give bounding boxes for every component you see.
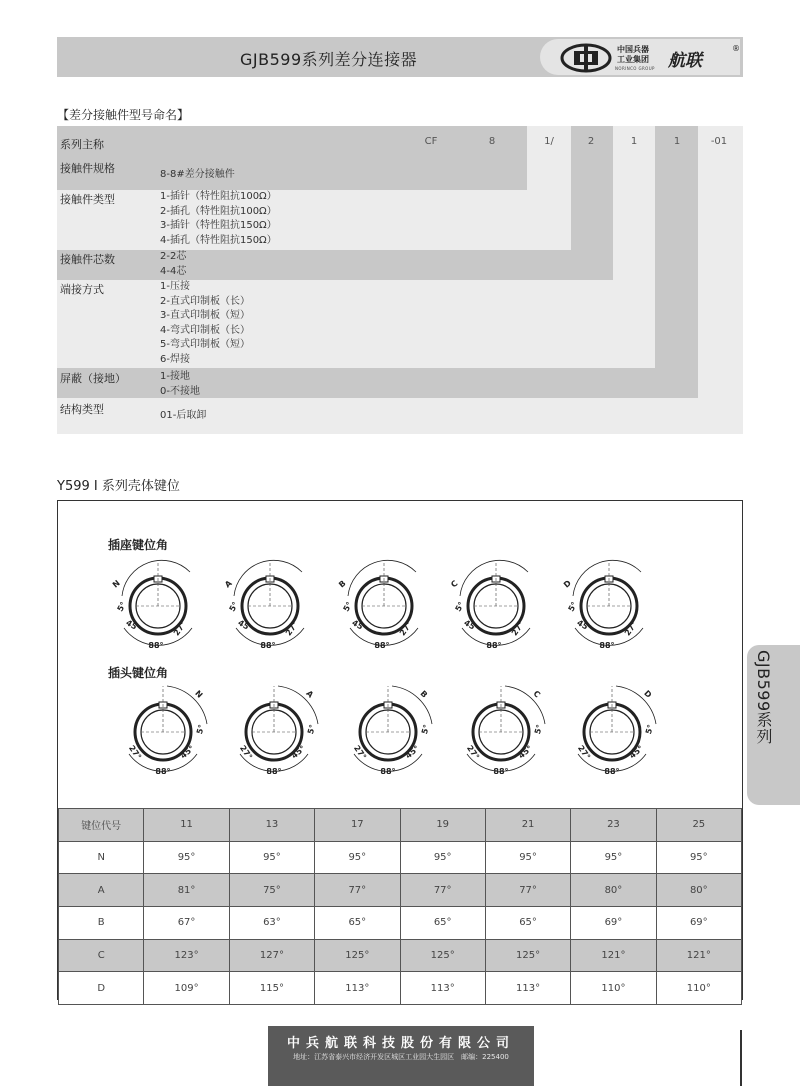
naming-options: 1-插针（特性阻抗100Ω） 2-插孔（特性阻抗100Ω） 3-插针（特性阻抗150Ω） 4-插孔（特性阻抗150Ω） [160,191,277,246]
side-tab-label: GJB599系列 [754,650,773,745]
naming-options: 8-8#差分接触件 [160,169,235,180]
naming-label: 结构类型 [60,403,104,416]
table-row [59,841,742,874]
naming-label: 接触件类型 [60,193,115,206]
naming-options: 1-接地 0-不接地 [160,371,200,397]
plug-angle-88: 88° [493,767,509,776]
plug-letter: N [193,688,205,700]
plug-angle-88: 88° [155,767,171,776]
code-termination: 1 [630,136,638,147]
plug-angle-45: 45° [178,743,197,761]
table-cell: 63° [229,907,314,940]
table-cell: 67° [144,907,229,940]
logo-registered: ® [732,44,740,53]
table-cell: 95° [571,841,656,874]
plug-caption: 插头键位角 [108,666,169,680]
table-cell: 121° [571,939,656,972]
table-cell: 21 [485,809,570,842]
logo-cn-line1: 中国兵器 [617,45,649,54]
plug-angle-5: 5° [643,723,656,736]
plug-angle-45: 45° [403,743,422,761]
table-cell: 13 [229,809,314,842]
plug-angle-45: 45° [627,743,646,761]
receptacle-angle-27: 27° [283,619,300,638]
plug-angle-5: 5° [532,723,545,736]
plug-angle-27: 27° [576,743,593,762]
table-cell: 95° [656,841,741,874]
table-cell: 25 [656,809,741,842]
receptacle-angle-5: 5° [115,600,129,614]
table-cell: 95° [315,841,400,874]
receptacle-angle-5: 5° [566,600,580,614]
naming-options: 1-压接 2-直式印制板（长） 3-直式印制板（短） 4-弯式印制板（长） 5-弯式印制板（短） 6-焊接 [160,281,250,365]
receptacle-angle-88: 88° [374,641,390,650]
naming-label: 屏蔽（接地） [60,372,126,385]
table-cell: 123° [144,939,229,972]
receptacle-letter: A [223,578,234,590]
table-cell: D [59,972,144,1005]
page-title: GJB599系列差分连接器 [240,50,418,69]
plug-letter: D [642,688,654,700]
receptacle-angle-88: 88° [260,641,276,650]
table-cell: 77° [485,874,570,907]
plug-angle-27: 27° [465,743,482,762]
receptacle-angle-27: 27° [171,619,188,638]
table-cell: 125° [400,939,485,972]
table-cell: N [59,841,144,874]
plug-angle-27: 27° [238,743,255,762]
table-cell: 125° [315,939,400,972]
table-cell: A [59,874,144,907]
receptacle-angle-45: 45° [575,618,594,634]
code-cores: 2 [587,136,595,147]
table-cell: 19 [400,809,485,842]
table-row [59,939,742,972]
keying-table [58,808,742,1005]
receptacle-angle-88: 88° [486,641,502,650]
naming-label: 接触件规格 [60,162,115,175]
table-cell: 110° [571,972,656,1005]
plug-angle-27: 27° [127,743,144,762]
code-shield: 1 [673,136,681,147]
footer-company: 中兵航联科技股份有限公司 [286,1036,515,1051]
table-cell: 95° [144,841,229,874]
table-cell: 23 [571,809,656,842]
receptacle-angle-45: 45° [350,618,369,634]
table-cell: 113° [485,972,570,1005]
table-cell: 77° [315,874,400,907]
table-cell: 127° [229,939,314,972]
naming-label: 系列主称 [60,138,104,151]
table-cell: 95° [485,841,570,874]
table-cell: 69° [571,907,656,940]
logo-brand: 航联 [668,51,702,71]
footer-rule [740,1030,742,1086]
receptacle-angle-45: 45° [236,618,255,634]
table-cell: 键位代号 [59,809,144,842]
receptacle-angle-45: 45° [124,618,143,634]
receptacle-letter: D [561,578,573,590]
table-row [59,972,742,1005]
plug-angle-88: 88° [266,767,282,776]
table-cell: 95° [400,841,485,874]
table-cell: 109° [144,972,229,1005]
table-cell: 77° [400,874,485,907]
table-cell: 113° [315,972,400,1005]
receptacle-angle-27: 27° [622,619,639,638]
table-cell: 121° [656,939,741,972]
table-cell: 11 [144,809,229,842]
table-cell: 65° [485,907,570,940]
receptacle-angle-5: 5° [341,600,355,614]
naming-options: 2-2芯 4-4芯 [160,251,187,277]
receptacle-angle-88: 88° [148,641,164,650]
table-cell: 110° [656,972,741,1005]
table-cell: C [59,939,144,972]
receptacle-angle-88: 88° [599,641,615,650]
plug-angle-27: 27° [352,743,369,762]
receptacle-letter: C [449,578,460,590]
table-cell: 115° [229,972,314,1005]
plug-angle-45: 45° [516,743,535,761]
table-cell: 65° [315,907,400,940]
table-cell: B [59,907,144,940]
code-structure: -01 [710,136,728,147]
plug-angle-5: 5° [194,723,207,736]
table-header-row [59,809,742,842]
code-size: 8 [488,136,496,147]
table-row [59,874,742,907]
plug-angle-88: 88° [380,767,396,776]
receptacle-angle-5: 5° [227,600,241,614]
table-cell: 113° [400,972,485,1005]
code-type: 1/ [544,136,554,147]
keying-section-title: Y599 I 系列壳体键位 [57,479,180,494]
table-cell: 17 [315,809,400,842]
naming-options: 01-后取卸 [160,410,207,421]
table-cell: 80° [656,874,741,907]
table-cell: 81° [144,874,229,907]
code-cf: CF [424,136,438,147]
receptacle-letter: B [337,578,348,590]
plug-letter: C [531,688,543,700]
receptacle-caption: 插座键位角 [108,538,169,552]
table-cell: 80° [571,874,656,907]
receptacle-letter: N [110,578,122,590]
naming-section-title: 【差分接触件型号命名】 [57,108,190,122]
plug-angle-45: 45° [289,743,308,761]
table-cell: 69° [656,907,741,940]
table-row [59,907,742,940]
table-cell: 125° [485,939,570,972]
receptacle-angle-5: 5° [453,600,467,614]
table-cell: 95° [229,841,314,874]
naming-label: 接触件芯数 [60,253,115,266]
plug-angle-5: 5° [419,723,432,736]
footer-address: 地址：江苏省泰兴市经济开发区城区工业园大生园区 邮编：225400 [293,1053,509,1061]
logo-cn-line2: 工业集团 [617,55,649,64]
table-cell: 65° [400,907,485,940]
plug-angle-5: 5° [305,723,318,736]
receptacle-angle-27: 27° [397,619,414,638]
plug-letter: B [418,688,430,700]
plug-angle-88: 88° [604,767,620,776]
naming-label: 端接方式 [60,283,104,296]
table-cell: 75° [229,874,314,907]
receptacle-angle-27: 27° [509,619,526,638]
plug-letter: A [304,688,316,700]
logo-en: NORINCO GROUP [615,66,655,71]
receptacle-angle-45: 45° [462,618,481,634]
